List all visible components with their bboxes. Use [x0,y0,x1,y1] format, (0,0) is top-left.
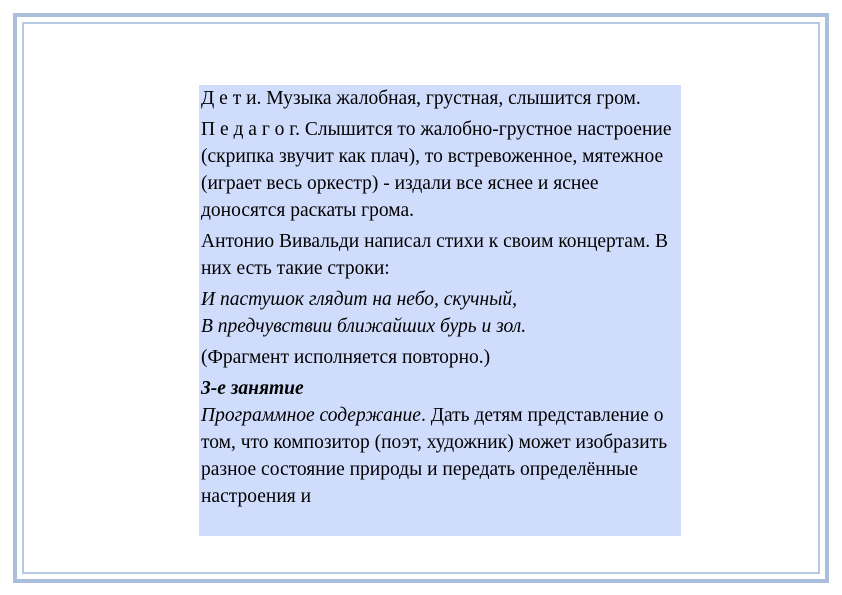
paragraph-teacher [201,116,679,224]
paragraph-fragment-note: (Фрагмент исполняется повторно.) [201,347,491,368]
program-content-label: Программное содержание [201,405,421,426]
paragraph-vivaldi: Антонио Вивальди написал стихи к своим концертам. В них есть такие строки: [201,231,669,279]
lesson-heading: 3-е занятие [201,378,304,399]
speaker-teacher: П е д а г о г. [201,119,300,140]
paragraph-program-content [201,402,679,510]
paragraph-children-text: Музыка жалобная, грустная, слышится гром. [261,88,641,109]
speaker-children: Д е т и. [201,88,262,109]
paragraph-children [201,85,679,112]
poem-line-1: И пастушок глядит на небо, скучный, [201,289,517,310]
text-block [199,85,681,536]
poem-line-2: В предчувствии ближайших бурь и зол. [201,316,527,337]
program-content-text: . Дать детям представление о том, что композитор (поэт, художник) может изобразить разное состояние природы и передать определённые настроения и [201,405,668,507]
poem-quote [201,286,679,340]
paragraph-teacher-text: Слышится то жалобно-грустное настроение (скрипка звучит как плач), то встревоженное, мятежное (играет весь оркестр) - издали все яснее и яснее доносятся раскаты грома. [201,119,672,221]
